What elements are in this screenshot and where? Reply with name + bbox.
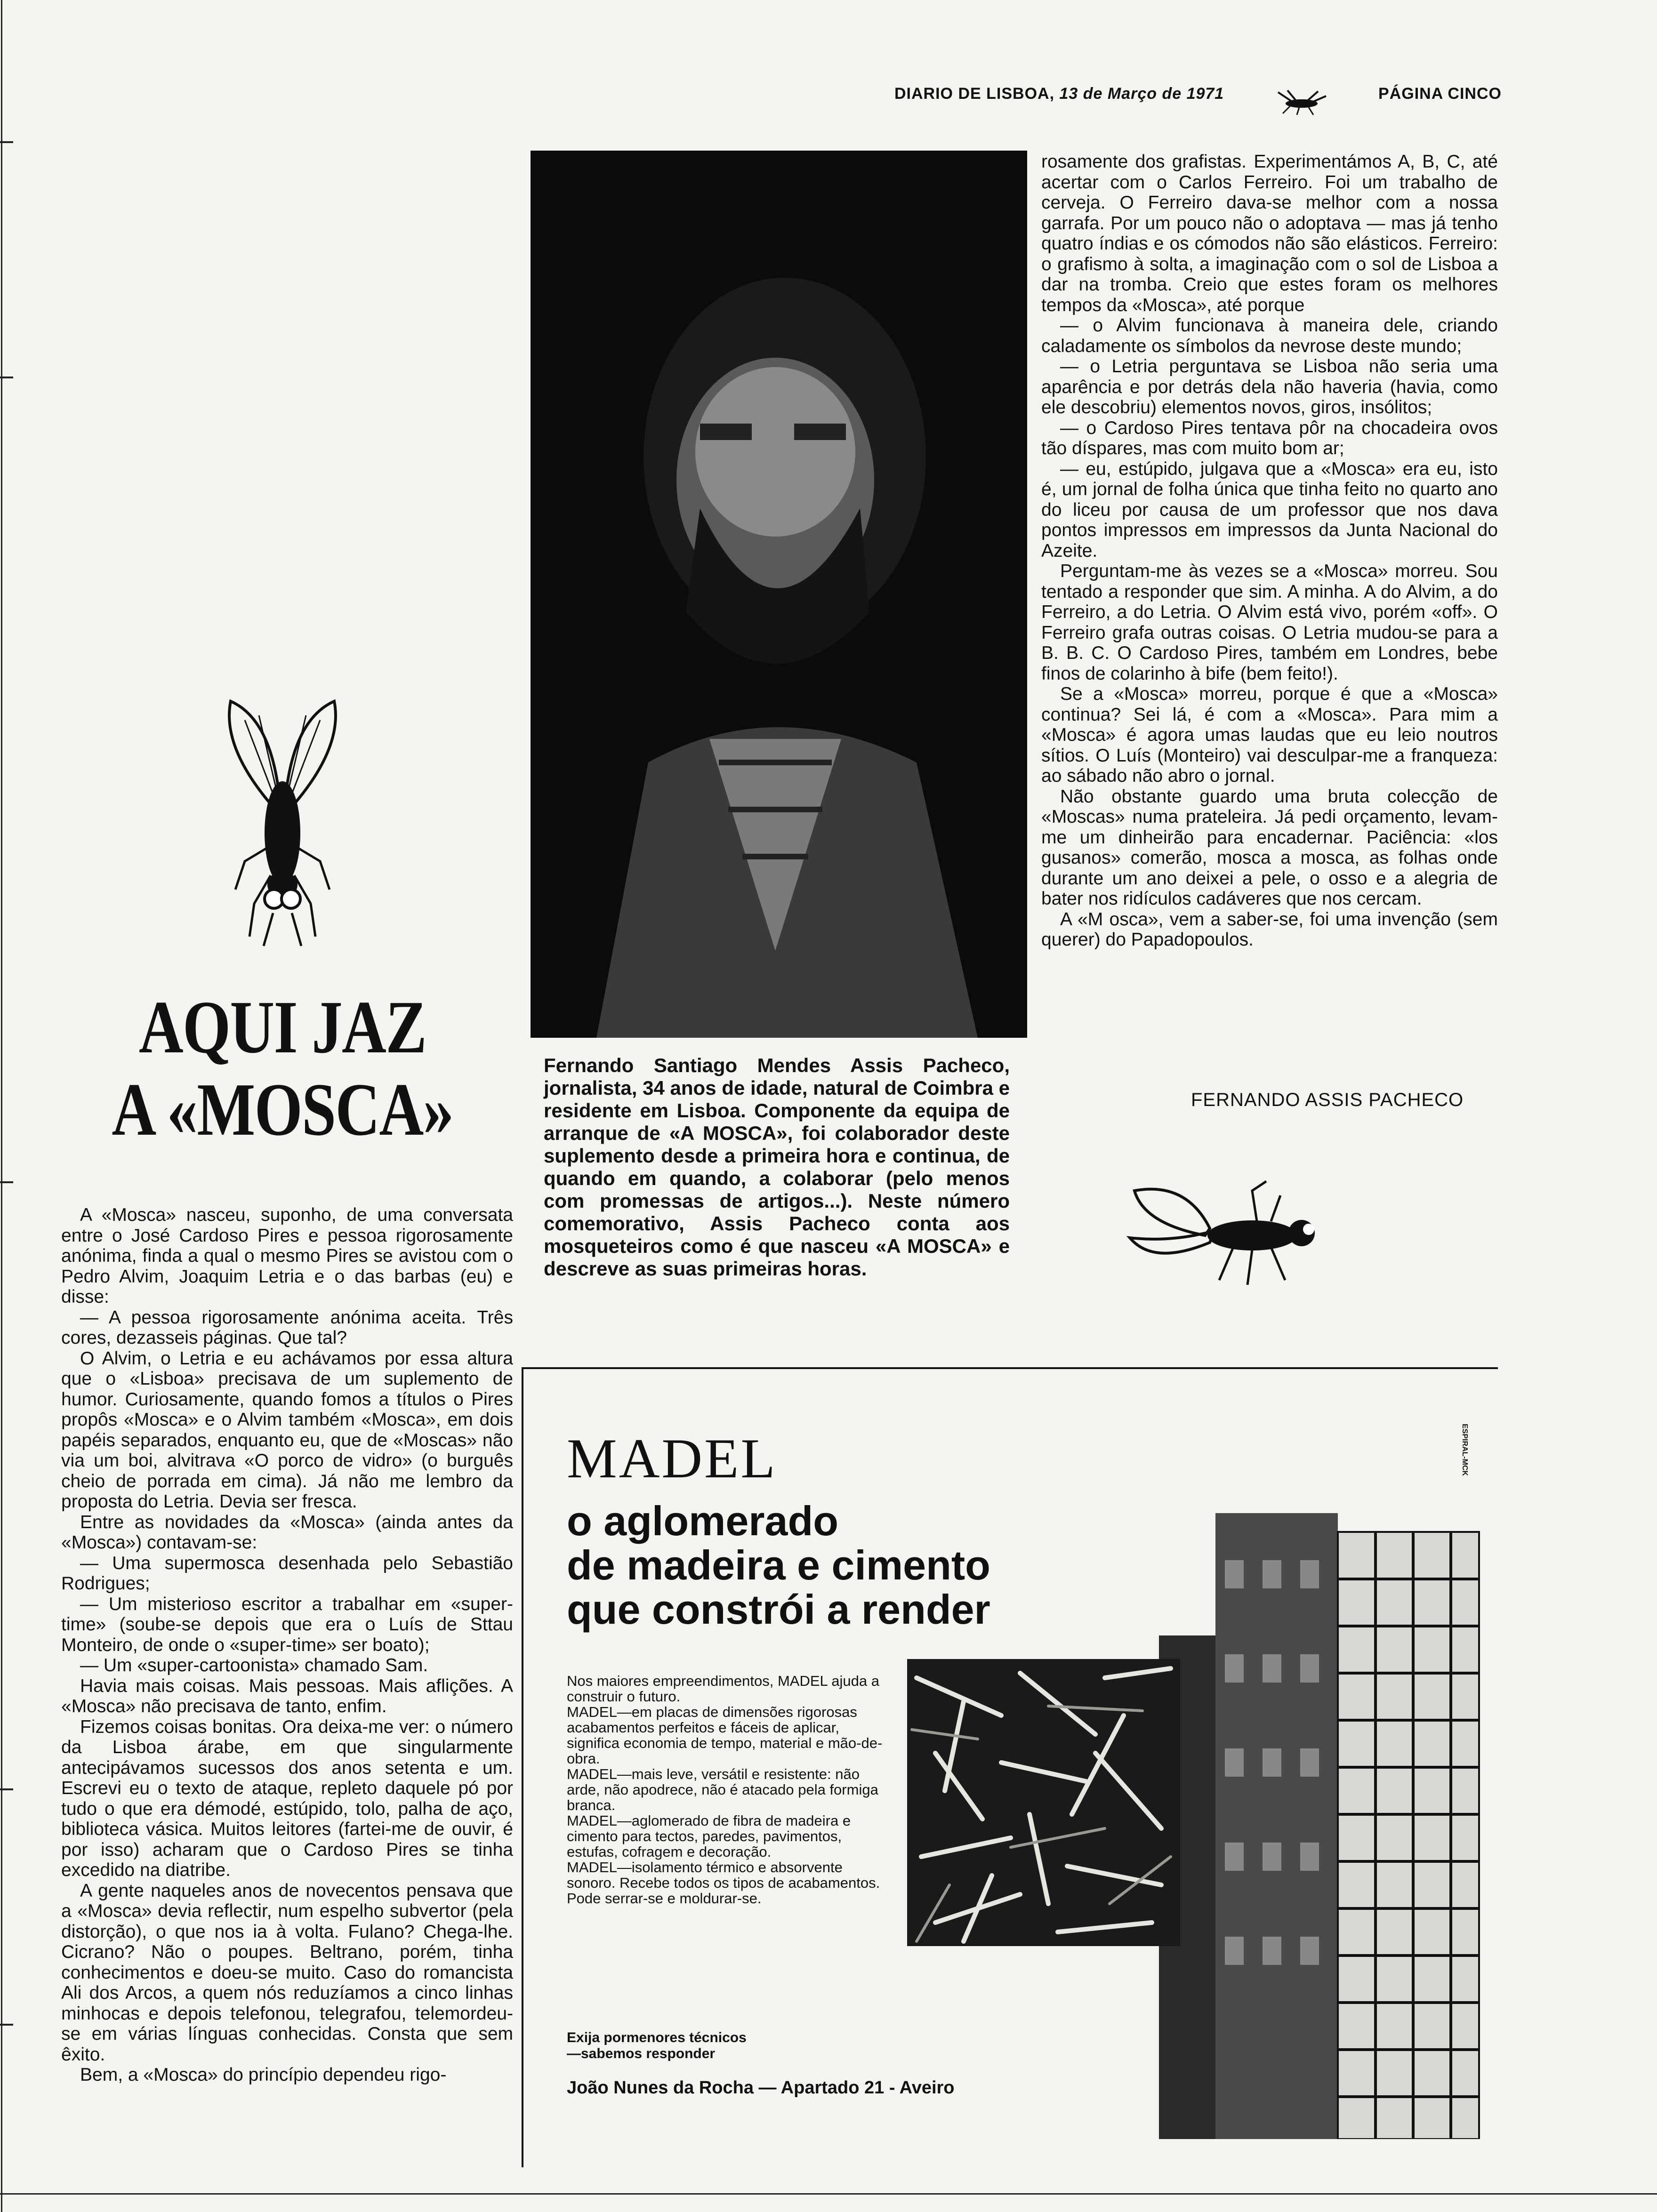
ad-body-line: MADEL—em placas de dimensões rigorosas acabamentos perfeitos e fáceis de aplicar, significa economia de tempo, material e mão-de-obra.	[567, 1704, 883, 1767]
paragraph: rosamente dos grafistas. Experimentámos A, B, C, até acertar com o Carlos Ferreiro. Foi um trabalho de cerveja. O Ferreiro dava-se melhor com a nossa garrafa. Por um pouco não o adoptava — mas já tenho quatro índias e os cómodos não são elásticos. Ferreiro: o grafismo à solta, a imaginação com o sol de Lisboa a dar na tromba. Creio que estes foram os melhores tempos da «Mosca», até porque	[1041, 152, 1498, 315]
masthead-name: DIARIO DE LISBOA,	[894, 85, 1055, 103]
portrait-photo	[531, 151, 1027, 1038]
article-left-column	[61, 1205, 513, 2085]
ad-slogan-line: de madeira e cimento	[567, 1542, 990, 1588]
paragraph: Se a «Mosca» morreu, porque é que a «Mosca» continua? Sei lá, é com a «Mosca». Para mim a «Mosca» é agora umas laudas que eu leio noutros sítios. O Luís (Monteiro) vai desculpar-me a franqueza: ao sábado não abro o jornal.	[1041, 684, 1498, 786]
author-signature: FERNANDO ASSIS PACHECO	[1191, 1090, 1464, 1110]
ad-brand: MADEL	[567, 1427, 777, 1490]
paragraph: Bem, a «Mosca» do princípio dependeu rigo-	[80, 2065, 447, 2085]
headline-line-2: A «MOSCA»	[112, 1067, 453, 1151]
masthead-date: 13 de Março de 1971	[1059, 85, 1224, 103]
madel-advertisement	[523, 1367, 1498, 2167]
edge-tick	[0, 1788, 13, 1790]
paragraph: — Um misterioso escritor a trabalhar em «super-time» (soube-se depois que era o Luís de Sttau Monteiro, de onde o «super-time» ser boato);	[61, 1594, 513, 1655]
ad-footer-line: Exija pormenores técnicos	[567, 2030, 747, 2045]
edge-tick	[0, 377, 13, 378]
paragraph: — eu, estúpido, julgava que a «Mosca» era eu, isto é, um jornal de folha única que tinha feito no quarto ano do liceu por causa de um professor que nos dava pontos impressos em impressos da Junta Nacional do Azeite.	[1041, 458, 1498, 561]
paragraph: A «Mosca» nasceu, suponho, de uma conversata entre o José Cardoso Pires e pessoa rigorosamente anónima, finda a qual o mesmo Pires se avistou com o Pedro Alvim, Joaquim Letria e o das barbas (eu) e disse:	[61, 1205, 513, 1307]
ad-contact: João Nunes da Rocha — Apartado 21 - Aveiro	[567, 2078, 955, 2098]
ad-body-line: MADEL—aglomerado de fibra de madeira e cimento para tectos, paredes, pavimentos, estufas, cofragem e decoração.	[567, 1812, 851, 1860]
edge-tick	[0, 141, 13, 143]
fly-illustration-icon	[193, 692, 372, 955]
ad-slogan-line: que constrói a render	[567, 1586, 990, 1633]
paragraph: Havia mais coisas. Mais pessoas. Mais aflições. A «Mosca» não precisava de tanto, enfim.	[61, 1675, 513, 1716]
ad-left-rule	[522, 1367, 523, 2167]
fly-illustration-right-icon	[1116, 1177, 1332, 1290]
ad-footer-line: —sabemos responder	[567, 2046, 716, 2061]
page-bottom-rule	[0, 2193, 1657, 2195]
paragraph: — Uma supermosca desenhada pelo Sebastião Rodrigues;	[61, 1553, 513, 1594]
edge-tick	[0, 2024, 13, 2026]
small-fly-icon	[1273, 88, 1330, 116]
paragraph: — o Letria perguntava se Lisboa não seria uma aparência e por detrás dela não haveria (havia, como ele descobriu) elementos novos, giros, insólitos;	[1041, 356, 1498, 417]
ad-body-line: Pode serrar-se e moldurar-se.	[567, 1890, 762, 1907]
headline-line-1: AQUI JAZ	[138, 985, 426, 1069]
masthead	[894, 85, 1502, 118]
ad-body-line: Nos maiores empreendimentos, MADEL ajuda a construir o futuro.	[567, 1673, 879, 1705]
paragraph: — Um «super-cartoonista» chamado Sam.	[80, 1655, 428, 1675]
ad-top-rule	[523, 1367, 1498, 1369]
paragraph: — A pessoa rigorosamente anónima aceita. Três cores, dezasseis páginas. Que tal?	[61, 1307, 513, 1348]
headline	[89, 986, 475, 1151]
ad-footer-note	[567, 2030, 747, 2062]
paragraph: — o Cardoso Pires tentava pôr na chocadeira ovos tão díspares, mas com muito bom ar;	[1041, 417, 1498, 458]
paragraph: A gente naqueles anos de novecentos pensava que a «Mosca» devia reflectir, num espelho subvertor (pela distorção), o que nos ia à volta. Fulano? Chega-lhe. Cicrano? Não o poupes. Beltrano, porém, tinha conhecimentos e doeu-se muito. Caso do romancista Ali dos Arcos, a quem nós reduzíamos a cinco linhas minhocas e depois telefonou, telegrafou, telemordeu-se em várias línguas conhecidas. Consta que sem êxito.	[61, 1880, 513, 2065]
paragraph: Fizemos coisas bonitas. Ora deixa-me ver: o número da Lisboa árabe, em que singularmente antecipávamos sucessos dos anos setenta e um. Escrevi eu o texto de ataque, repleto daquele pó por tudo o que era démodé, estúpido, tolo, palha de aço, biblioteca vásica. Muitos leitores (fartei-me de ouvir, é por isso) acharam que o Cardoso Pires se tinha excedido na diatribe.	[61, 1716, 513, 1880]
ad-body-line: MADEL—isolamento térmico e absorvente sonoro. Recebe todos os tipos de acabamentos.	[567, 1859, 880, 1891]
edge-tick	[0, 1181, 13, 1183]
building-illustration	[1159, 1513, 1488, 2139]
wood-fiber-texture-image	[907, 1659, 1180, 1946]
paragraph: Perguntam-me às vezes se a «Mosca» morreu. Sou tentado a responder que sim. A minha. A do Alvim, a do Ferreiro, a do Letria. O Alvim está vivo, porém «off». O Ferreiro grafa outras coisas. O Letria mudou-se para a B. B. C. O Cardoso Pires, também em Londres, bebe finos de colarinho à bife (bem feito!).	[1041, 561, 1498, 684]
ad-body-text	[567, 1673, 887, 1906]
article-right-column	[1041, 152, 1498, 950]
paragraph: O Alvim, o Letria e eu achávamos por essa altura que o «Lisboa» precisava de um suplemento de humor. Curiosamente, quando fomos a títulos o Pires propôs «Mosca» e o Alvim também «Mosca», em dois papéis separados, enquanto eu, que de «Moscas» não via um boi, alvitrava «O porco de vidro» (o burguês cheio de porrada em cima). Já não me lembro da proposta do Letria. Devia ser fresca.	[61, 1348, 513, 1512]
photo-caption: Fernando Santiago Mendes Assis Pacheco, jornalista, 34 anos de idade, natural de Coimbra e residente em Lisboa. Componente da equipa de arranque de «A MOSCA», foi colaborador deste suplemento desde a primeira hora e continua, de quando em quando, a colaborar (pelo menos com promessas de artigos...). Neste número comemorativo, Assis Pacheco conta aos mosqueteiros como é que nasceu «A MOSCA» e descreve as suas primeiras horas.	[544, 1054, 1010, 1280]
page-edge-rule	[1, 0, 2, 2212]
ad-slogan-line: o aglomerado	[567, 1498, 838, 1544]
paragraph: Não obstante guardo uma bruta colecção de «Moscas» numa prateleira. Já pedi orçamento, levam-me um dinheirão para encadernar. Paciência: «los gusanos» comerão, mosca a mosca, as folhas onde durante um ano deixei a pele, o osso e a alegria de bater nos ridículos cadáveres que nos cercam.	[1041, 786, 1498, 909]
paragraph: Entre as novidades da «Mosca» (ainda antes da «Mosca») contavam-se:	[61, 1512, 513, 1553]
ad-credit: ESPIRAL-MCK	[1461, 1424, 1469, 1476]
paragraph: — o Alvim funcionava à maneira dele, criando caladamente os símbolos da nevrose deste mundo;	[1041, 315, 1498, 356]
ad-body-line: MADEL—mais leve, versátil e resistente: não arde, não apodrece, não é atacado pela formiga branca.	[567, 1766, 878, 1813]
ad-slogan	[567, 1499, 1179, 1632]
page-number: PÁGINA CINCO	[1378, 85, 1502, 103]
paragraph: A «M osca», vem a saber-se, foi uma invenção (sem querer) do Papadopoulos.	[1041, 909, 1498, 950]
